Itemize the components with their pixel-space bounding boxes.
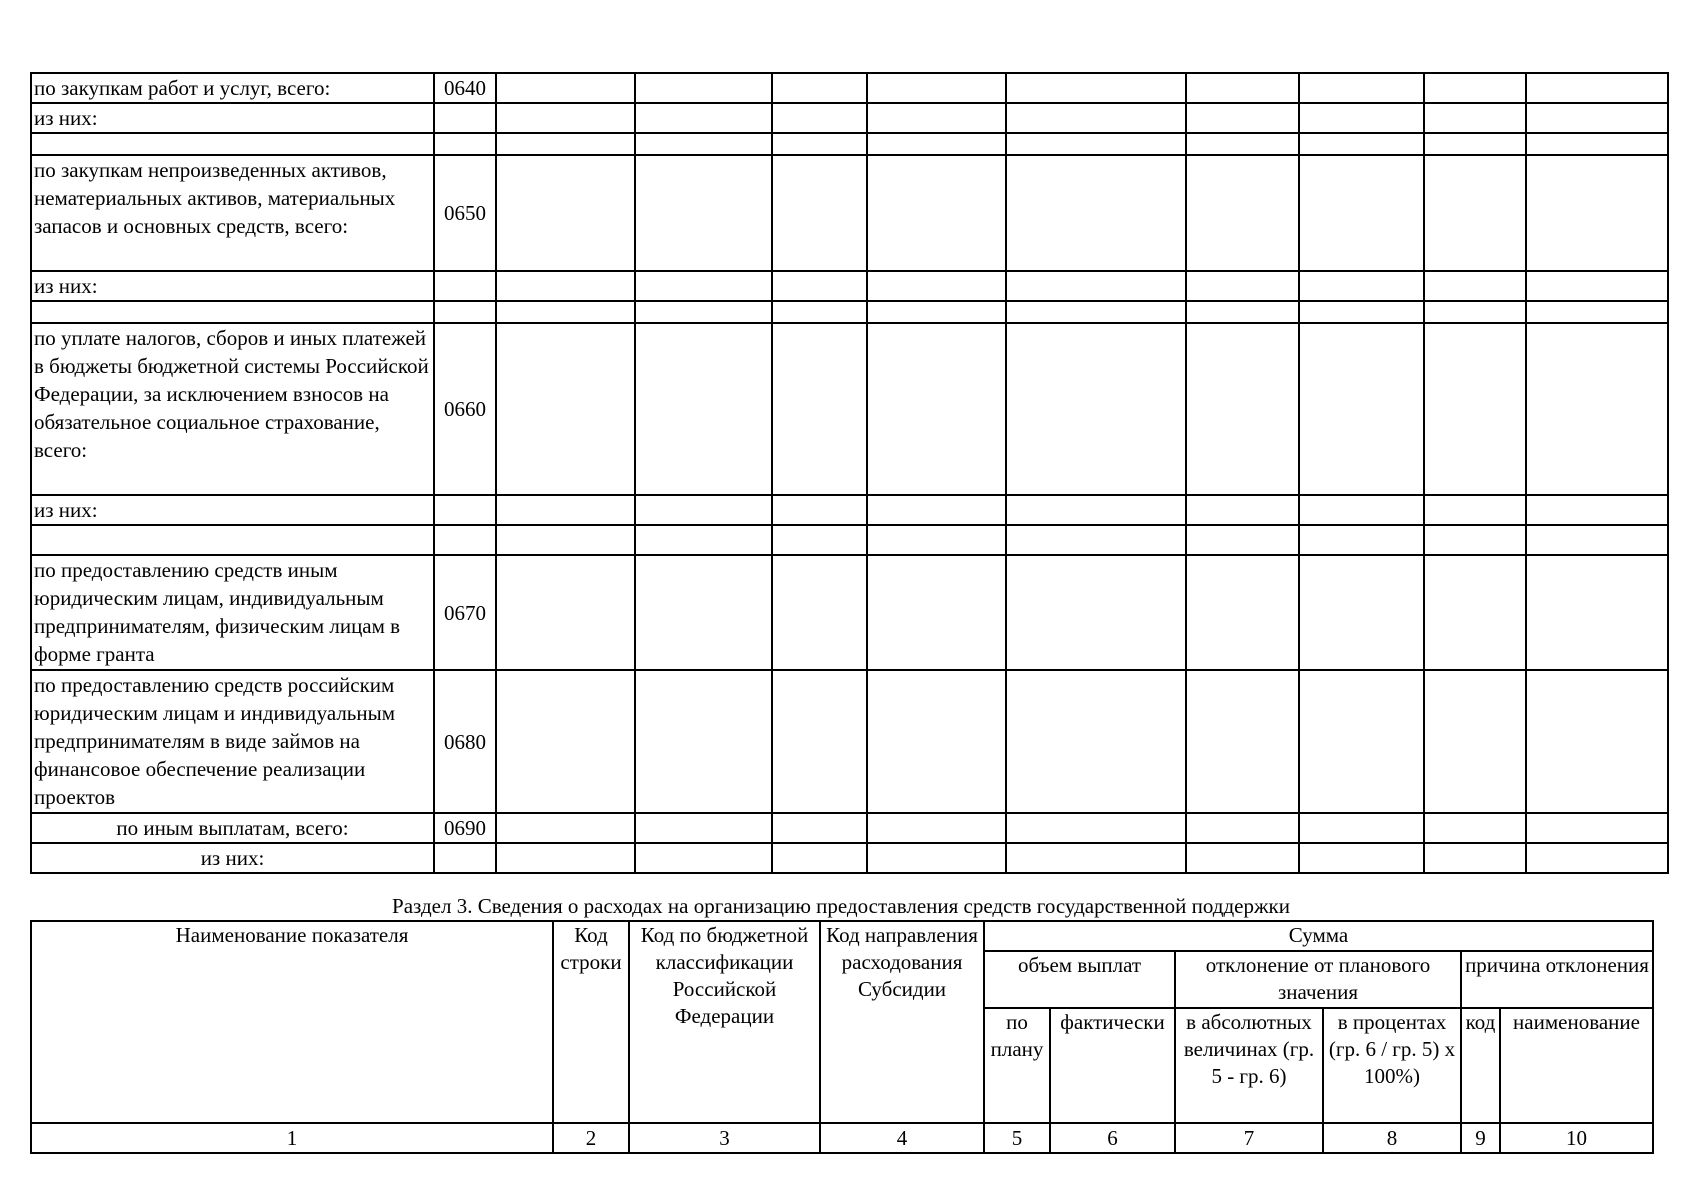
value-cell[interactable]: [1526, 323, 1668, 495]
row-code: 0690: [434, 813, 496, 843]
table-row: [31, 323, 1668, 495]
header-reason: причина отклонения: [1461, 951, 1653, 1008]
value-cell[interactable]: [1526, 73, 1668, 103]
value-cell[interactable]: [1299, 813, 1424, 843]
value-cell[interactable]: [1526, 525, 1668, 555]
value-cell[interactable]: [1299, 155, 1424, 271]
value-cell[interactable]: [772, 155, 867, 271]
row-name: из них:: [31, 271, 434, 301]
value-cell[interactable]: [867, 271, 1006, 301]
value-cell[interactable]: [1186, 133, 1299, 155]
value-cell[interactable]: [867, 301, 1006, 323]
value-cell[interactable]: [867, 525, 1006, 555]
value-cell[interactable]: [1526, 133, 1668, 155]
value-cell[interactable]: [496, 271, 635, 301]
value-cell[interactable]: [635, 103, 772, 133]
value-cell[interactable]: [635, 495, 772, 525]
row-code: 0660: [434, 323, 496, 495]
value-cell[interactable]: [1006, 525, 1186, 555]
value-cell[interactable]: [496, 155, 635, 271]
value-cell[interactable]: [1526, 301, 1668, 323]
value-cell[interactable]: [635, 73, 772, 103]
value-cell[interactable]: [1424, 271, 1526, 301]
value-cell[interactable]: [1424, 555, 1526, 670]
value-cell[interactable]: [772, 555, 867, 670]
value-cell[interactable]: [1006, 271, 1186, 301]
value-cell[interactable]: [1006, 155, 1186, 271]
value-cell[interactable]: [635, 133, 772, 155]
value-cell[interactable]: [867, 323, 1006, 495]
value-cell[interactable]: [772, 73, 867, 103]
header-sum: Сумма: [984, 921, 1653, 951]
value-cell[interactable]: [1424, 843, 1526, 873]
value-cell[interactable]: [1006, 323, 1186, 495]
value-cell[interactable]: [1424, 525, 1526, 555]
value-cell[interactable]: [1006, 495, 1186, 525]
value-cell[interactable]: [496, 73, 635, 103]
value-cell[interactable]: [867, 813, 1006, 843]
column-number: 8: [1323, 1123, 1461, 1153]
header-indicator-name: Наименование показателя: [31, 921, 553, 1123]
header-deviation-percent: в процентах (гр. 6 / гр. 5) x 100%): [1323, 1008, 1461, 1123]
table-row: [31, 670, 1668, 813]
value-cell[interactable]: [1186, 271, 1299, 301]
value-cell[interactable]: [1186, 301, 1299, 323]
value-cell[interactable]: [867, 155, 1006, 271]
row-name: из них:: [31, 843, 434, 873]
value-cell[interactable]: [1424, 813, 1526, 843]
value-cell[interactable]: [1299, 555, 1424, 670]
row-code: [434, 495, 496, 525]
value-cell[interactable]: [1299, 495, 1424, 525]
table-row: [31, 813, 1668, 843]
value-cell[interactable]: [772, 525, 867, 555]
value-cell[interactable]: [635, 555, 772, 670]
table-row: [31, 73, 1668, 103]
row-code: [434, 133, 496, 155]
column-number: 7: [1175, 1123, 1323, 1153]
value-cell[interactable]: [1424, 133, 1526, 155]
value-cell[interactable]: [772, 301, 867, 323]
row-name: из них:: [31, 103, 434, 133]
row-code: 0680: [434, 670, 496, 813]
value-cell[interactable]: [1186, 323, 1299, 495]
row-name: [31, 133, 434, 155]
value-cell[interactable]: [496, 843, 635, 873]
expenses-table: [30, 72, 1669, 874]
value-cell[interactable]: [1424, 670, 1526, 813]
value-cell[interactable]: [1526, 155, 1668, 271]
value-cell[interactable]: [1424, 73, 1526, 103]
value-cell[interactable]: [1424, 155, 1526, 271]
value-cell[interactable]: [1526, 555, 1668, 670]
value-cell[interactable]: [1186, 555, 1299, 670]
header-payments-volume: объем выплат: [984, 951, 1175, 1008]
table-row: [31, 133, 1668, 155]
value-cell[interactable]: [1006, 555, 1186, 670]
value-cell[interactable]: [1526, 843, 1668, 873]
table-row: [31, 103, 1668, 133]
table-row: [31, 155, 1668, 271]
header-deviation-absolute: в абсолютных величинах (гр. 5 - гр. 6): [1175, 1008, 1323, 1123]
value-cell[interactable]: [496, 103, 635, 133]
value-cell[interactable]: [1186, 813, 1299, 843]
row-name: по уплате налогов, сборов и иных платежей в бюджеты бюджетной системы Российской Федерации, за исключением взносов на обязательное социальное страхование, всего:: [31, 323, 434, 495]
value-cell[interactable]: [635, 155, 772, 271]
value-cell[interactable]: [496, 670, 635, 813]
value-cell[interactable]: [1424, 323, 1526, 495]
value-cell[interactable]: [867, 73, 1006, 103]
value-cell[interactable]: [867, 103, 1006, 133]
value-cell[interactable]: [1186, 843, 1299, 873]
table-row: [31, 271, 1668, 301]
value-cell[interactable]: [1186, 73, 1299, 103]
row-name: [31, 301, 434, 323]
row-code: 0670: [434, 555, 496, 670]
value-cell[interactable]: [635, 301, 772, 323]
row-name: по предоставлению средств иным юридическим лицам, индивидуальным предпринимателям, физическим лицам в форме гранта: [31, 555, 434, 670]
value-cell[interactable]: [1299, 323, 1424, 495]
value-cell[interactable]: [635, 670, 772, 813]
value-cell[interactable]: [772, 495, 867, 525]
row-name: по закупкам непроизведенных активов, нематериальных активов, материальных запасов и основных средств, всего:: [31, 155, 434, 271]
value-cell[interactable]: [867, 133, 1006, 155]
value-cell[interactable]: [1526, 103, 1668, 133]
table-row: [31, 555, 1668, 670]
value-cell[interactable]: [772, 813, 867, 843]
value-cell[interactable]: [772, 843, 867, 873]
table-row: [31, 843, 1668, 873]
header-direction-code: Код направления расходования Субсидии: [820, 921, 984, 1123]
value-cell[interactable]: [1424, 301, 1526, 323]
row-code: [434, 301, 496, 323]
value-cell[interactable]: [635, 843, 772, 873]
row-code: [434, 271, 496, 301]
value-cell[interactable]: [1299, 843, 1424, 873]
header-actual: фактически: [1050, 1008, 1175, 1123]
row-code: [434, 843, 496, 873]
value-cell[interactable]: [1526, 271, 1668, 301]
header-plan: по плану: [984, 1008, 1050, 1123]
value-cell[interactable]: [1006, 843, 1186, 873]
value-cell[interactable]: [496, 495, 635, 525]
value-cell[interactable]: [1006, 670, 1186, 813]
value-cell[interactable]: [1299, 73, 1424, 103]
value-cell[interactable]: [1186, 525, 1299, 555]
value-cell[interactable]: [1299, 525, 1424, 555]
value-cell[interactable]: [1299, 103, 1424, 133]
value-cell[interactable]: [1526, 495, 1668, 525]
column-number: 9: [1461, 1123, 1500, 1153]
column-number: 5: [984, 1123, 1050, 1153]
header-reason-code: код: [1461, 1008, 1500, 1123]
value-cell[interactable]: [1186, 155, 1299, 271]
value-cell[interactable]: [1006, 813, 1186, 843]
column-number: 3: [629, 1123, 820, 1153]
value-cell[interactable]: [496, 813, 635, 843]
section-3-table: [30, 920, 1654, 1154]
value-cell[interactable]: [772, 323, 867, 495]
row-code: 0650: [434, 155, 496, 271]
header-line-code: Код строки: [553, 921, 629, 1123]
value-cell[interactable]: [1006, 103, 1186, 133]
value-cell[interactable]: [1526, 670, 1668, 813]
table-row: [31, 495, 1668, 525]
value-cell[interactable]: [496, 133, 635, 155]
row-name: из них:: [31, 495, 434, 525]
row-code: 0640: [434, 73, 496, 103]
value-cell[interactable]: [635, 271, 772, 301]
row-name: [31, 525, 434, 555]
row-code: [434, 525, 496, 555]
value-cell[interactable]: [635, 525, 772, 555]
column-numbers-row: [31, 1123, 1653, 1153]
value-cell[interactable]: [1299, 670, 1424, 813]
value-cell[interactable]: [1186, 495, 1299, 525]
column-number: 1: [31, 1123, 553, 1153]
value-cell[interactable]: [867, 670, 1006, 813]
row-name: по предоставлению средств российским юридическим лицам и индивидуальным предпринимателям в виде займов на финансовое обеспечение реализации проектов: [31, 670, 434, 813]
header-reason-name: наименование: [1500, 1008, 1653, 1123]
value-cell[interactable]: [1186, 103, 1299, 133]
row-code: [434, 103, 496, 133]
value-cell[interactable]: [1186, 670, 1299, 813]
value-cell[interactable]: [496, 301, 635, 323]
section-3-title: Раздел 3. Сведения о расходах на организацию предоставления средств государственной поддержки: [392, 894, 1290, 918]
value-cell[interactable]: [1006, 73, 1186, 103]
header-deviation: отклонение от планового значения: [1175, 951, 1461, 1008]
table-row: [31, 301, 1668, 323]
value-cell[interactable]: [1424, 103, 1526, 133]
column-number: 2: [553, 1123, 629, 1153]
table-row: [31, 525, 1668, 555]
value-cell[interactable]: [772, 670, 867, 813]
value-cell[interactable]: [867, 555, 1006, 670]
value-cell[interactable]: [496, 555, 635, 670]
value-cell[interactable]: [1299, 133, 1424, 155]
header-budget-code: Код по бюджетной классификации Российской Федерации: [629, 921, 820, 1123]
value-cell[interactable]: [1526, 813, 1668, 843]
value-cell[interactable]: [635, 323, 772, 495]
row-name: по закупкам работ и услуг, всего:: [31, 73, 434, 103]
value-cell[interactable]: [1424, 495, 1526, 525]
value-cell[interactable]: [867, 495, 1006, 525]
value-cell[interactable]: [772, 133, 867, 155]
column-number: 4: [820, 1123, 984, 1153]
value-cell[interactable]: [1299, 301, 1424, 323]
row-name: по иным выплатам, всего:: [31, 813, 434, 843]
value-cell[interactable]: [496, 525, 635, 555]
value-cell[interactable]: [1299, 271, 1424, 301]
value-cell[interactable]: [867, 843, 1006, 873]
value-cell[interactable]: [772, 271, 867, 301]
value-cell[interactable]: [772, 103, 867, 133]
value-cell[interactable]: [635, 813, 772, 843]
column-number: 10: [1500, 1123, 1653, 1153]
value-cell[interactable]: [1006, 133, 1186, 155]
column-number: 6: [1050, 1123, 1175, 1153]
value-cell[interactable]: [1006, 301, 1186, 323]
value-cell[interactable]: [496, 323, 635, 495]
